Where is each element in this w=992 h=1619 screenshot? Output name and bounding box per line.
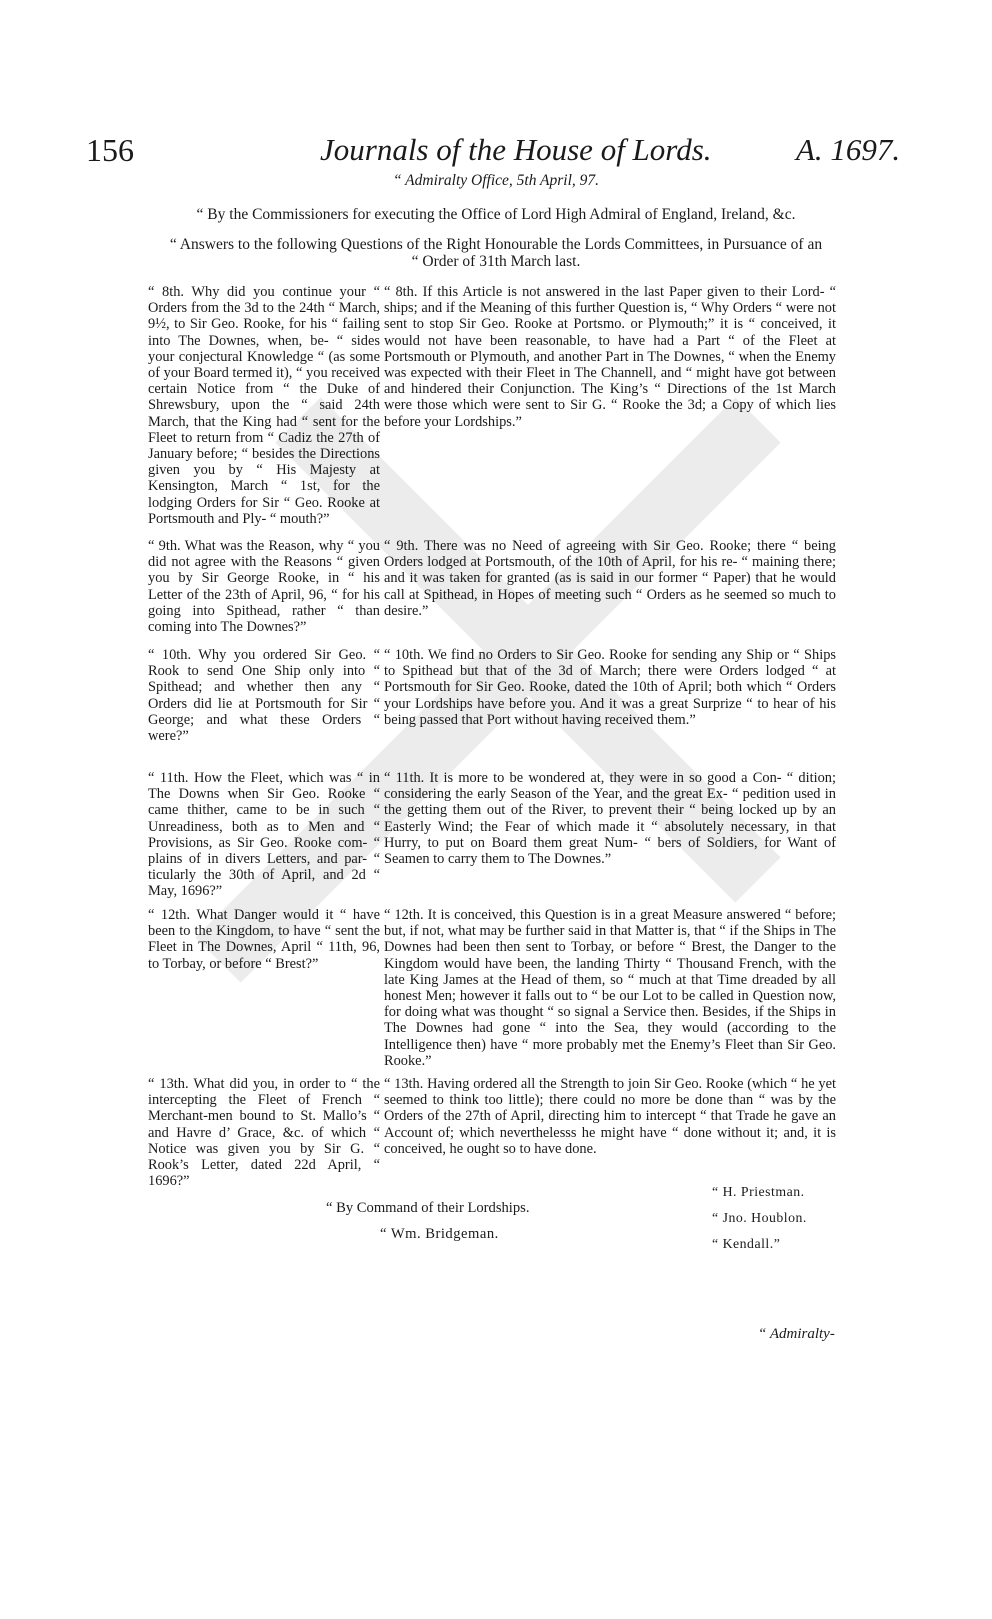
commissioners-heading: “ By the Commissioners for executing the Office of Lord High Admiral of England, Ireland, &c. — [196, 206, 796, 223]
question-13th: “ 13th. What did you, in order to “ the intercepting the Fleet of French “ Merchant-men bound to St. Mallo’s “ and Havre d’ Grace, &c. of which “ Notice was given you by Sir G. “ Rook’s Letter, dated 22d April, “ 1696?” — [148, 1076, 380, 1190]
commissioner-houblon: “ Jno. Houblon. — [712, 1210, 807, 1225]
answer-12th: “ 12th. It is conceived, this Question is in a great Measure answered “ before; but, if not, what may be further said in that Matter is, that “ if the Ships in The Downes had been then sent to Torbay, or before “ Brest, the Danger to the Kingdom would have been, the landing Thirty “ Thousand French, with the late King James at the Head of them, so “ much at that Time dreaded by all honest Men; however it falls out to “ be our Lot to be called in Question now, for doing what was thought “ so signal a Service then. Besides, if the Ships in The Downes had gone “ into the Sea, they would (according to the Intelligence then) have “ more probably met the Enemy’s Fleet than Sir Geo. Rooke.” — [384, 907, 836, 1069]
page-year: A. 1697. — [796, 132, 901, 167]
dateline: “ Admiralty Office, 5th April, 97. — [392, 172, 600, 189]
answer-11th: “ 11th. It is more to be wondered at, they were in so good a Con- “ dition; considering the early Season of the Year, and the great Ex- “ pedition used in the getting them out of the River, to prevent their “ being locked up by an Easterly Wind; the Fear of which made it “ absolutely necessary, in that Hurry, to put on Board them great Num- “ bers of Soldiers, for Want of Seamen to carry them to The Downes.” — [384, 770, 836, 868]
question-8th: “ 8th. Why did you continue your “ Orders from the 3d to the 24th “ March, 9½, to Sir Geo. Rooke, for his “ failing into The Downes, when, be- “ sides your conjectural Knowledge “ (as some of your Board termed it), “ you received certain Notice from “ the Duke of Shrewsbury, upon the “ said 24th March, that the King had “ sent for the Fleet to return from “ Cadiz the 27th of January before; “ besides the Directions given you by “ His Majesty at Kensington, March “ 1st, for the lodging Orders for Sir “ Geo. Rooke at Portsmouth and Ply- “ mouth?” — [148, 284, 380, 527]
answer-10th: “ 10th. We find no Orders to Sir Geo. Rooke for sending any Ship or “ Ships to Spithead but that of the 3d of March; there were Orders lodged “ at Portsmouth for Sir Geo. Rooke, dated the 10th of April; both which “ Orders your Lordships have before you. And it was a great Surprize “ to hear of his being passed that Port without having received them.” — [384, 647, 836, 728]
question-10th: “ 10th. Why you ordered Sir Geo. “ Rook to send One Ship only into “ Spithead; and whether then any “ Orders did lie at Portsmouth for Sir “ George; and what these Orders “ were?” — [148, 647, 380, 745]
answers-heading-line-2: “ Order of 31th March last. — [411, 253, 581, 270]
question-11th: “ 11th. How the Fleet, which was “ in The Downs when Sir Geo. Rooke “ came thither, came to be in such “ Unreadiness, both as to Men and “ Provisions, as Sir Geo. Rooke com- “ plains of in divers Letters, and par- “ ticularly the 30th of April, and 2d “ May, 1696?” — [148, 770, 380, 900]
secretary-signature: “ Wm. Bridgeman. — [380, 1226, 499, 1242]
page-number: 156 — [86, 132, 134, 168]
question-12th: “ 12th. What Danger would it “ have been to the Kingdom, to have “ sent the Fleet in The Downes, April “ 11th, 96, to Torbay, or before “ Brest?” — [148, 907, 380, 972]
commissioner-kendall: “ Kendall.” — [712, 1236, 781, 1251]
commissioner-priestman: “ H. Priestman. — [712, 1184, 805, 1199]
by-command-line: “ By Command of their Lordships. — [326, 1200, 530, 1216]
catchword: “ Admiralty- — [758, 1326, 835, 1342]
question-9th: “ 9th. What was the Reason, why “ you did not agree with the Reasons “ given you by Sir George Rooke, in “ his Letter of the 23th of April, 96, “ for his going into Spithead, rather “ than coming into The Downes?” — [148, 538, 380, 636]
answer-13th: “ 13th. Having ordered all the Strength to join Sir Geo. Rooke (which “ he yet seemed to think too little); there could no more be done than “ was by the Orders of the 27th of April, directing him to intercept “ that Trade he gave an Account of; which neverthelesss he might have “ done without it; and, it is conceived, he ought so to have done. — [384, 1076, 836, 1157]
answer-8th: “ 8th. If this Article is not answered in the last Paper given to their Lord- “ ships; and if the Meaning of this further Question is, “ Why Orders “ were not sent to stop Sir Geo. Rooke at Portsmo. or Plymouth;” it is “ conceived, it would not have been reasonable, to have had a Part “ of the Fleet at Portsmouth or Plymouth, and another Part in The Downes, “ when the Enemy was expected with their Fleet in The Channell, and “ might have got between and hindered their Conjunction. The King’s “ Directions of the 1st March were those which were sent to Sir G. “ Rooke the 3d; a Copy of which lies before your Lordships.” — [384, 284, 836, 430]
answers-heading-line-1: “ Answers to the following Questions of the Right Honourable the Lords Committees, in Pursuance of an — [169, 236, 823, 253]
page-title: Journals of the House of Lords. — [320, 132, 712, 167]
answer-9th: “ 9th. There was no Need of agreeing with Sir Geo. Rooke; there “ being Orders lodged at Portsmouth, of the 10th of April, for his re- “ maining there; and it was taken for granted (as is said in our former “ Paper) that he would call at Spithead, in Hopes of meeting such “ Orders as he seemed so much to desire.” — [384, 538, 836, 619]
